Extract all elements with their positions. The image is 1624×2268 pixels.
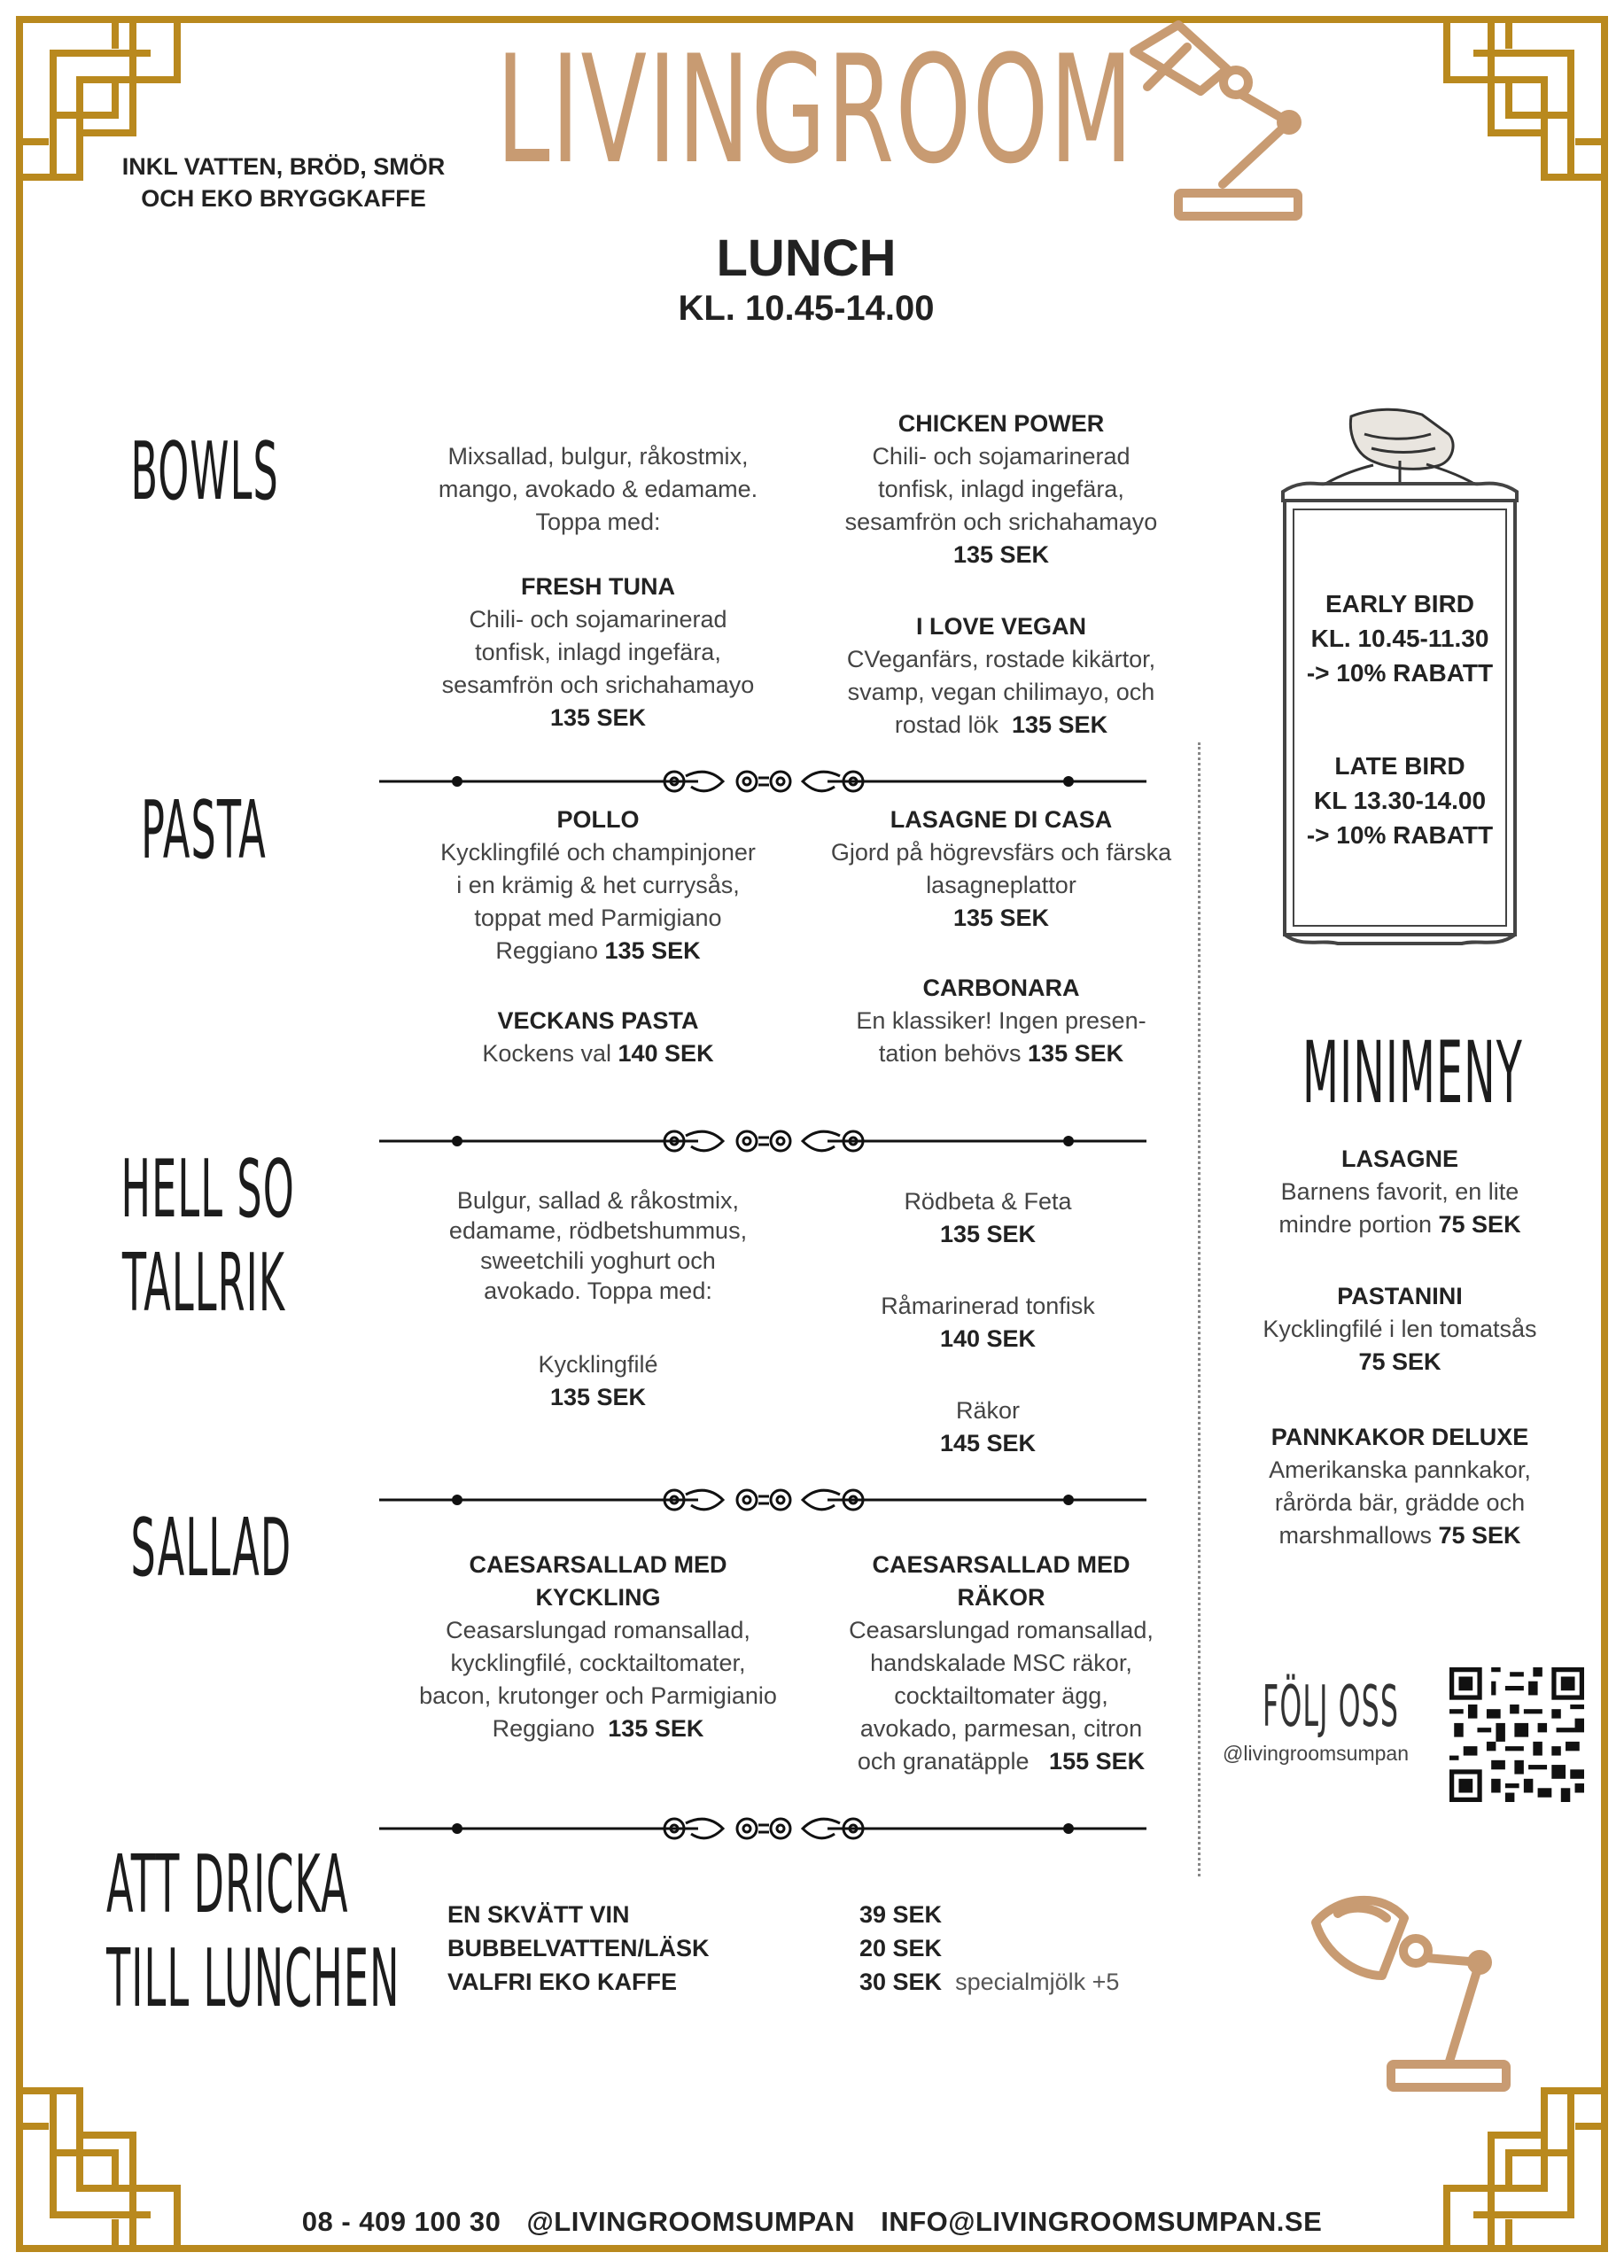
- brand-logo: LIVINGROOM: [496, 23, 1135, 197]
- follow-us: FÖLJ OSS @livingroomsumpan: [1223, 1674, 1409, 1765]
- ornament-divider: [379, 1811, 1146, 1846]
- mini-item-pannkakor-deluxe: PANNKAKOR DELUXE Amerikanska pannkakor, rårörda bär, grädde och marshmallows 75 SEK: [1269, 1424, 1531, 1549]
- desk-lamp-icon: [1116, 16, 1320, 229]
- hell-option-kyckling: Kycklingfilé 135 SEK: [538, 1351, 658, 1410]
- menu-item-caesar-rakor: CAESARSALLAD MED RÄKOR Ceasarslungad romansallad, handskalade MSC räkor, cocktailtomater ägg, avokado, parmesan, citron och granatäpple 155 SEK: [849, 1551, 1154, 1775]
- section-title-hell-so-tallrik: HELL SO TALLRIK: [120, 1143, 295, 1331]
- menu-item-veckans-pasta: VECKANS PASTA Kockens val 140 SEK: [482, 1007, 714, 1067]
- menu-item-chicken-power: CHICKEN POWER Chili- och sojamarinerad tonfisk, inlagd ingefära, sesamfrön och srichahamayo 135 SEK: [844, 410, 1158, 568]
- ornament-divider: [379, 1482, 1146, 1518]
- hell-option-rodbeta: Rödbeta & Feta 135 SEK: [904, 1188, 1072, 1247]
- ornament-divider: [379, 764, 1146, 799]
- desk-lamp-icon: [1302, 1887, 1515, 2100]
- drinks-names: EN SKVÄTT VIN BUBBELVATTEN/LÄSK VALFRI EKO KAFFE: [447, 1901, 710, 1995]
- menu-item-caesar-kyckling: CAESARSALLAD MED KYCKLING Ceasarslungad romansallad, kycklingfilé, cocktailtomater, bacon, krutonger och Parmigianio Reggiano 135 SEK: [419, 1551, 777, 1742]
- mini-item-pastanini: PASTANINI Kycklingfilé i len tomatsås 75 SEK: [1263, 1283, 1537, 1375]
- menu-item-i-love-vegan: I LOVE VEGAN CVeganfärs, rostade kikärtor, svamp, vegan chilimayo, och rostad lök 135 SEK: [846, 613, 1156, 738]
- footer-email[interactable]: INFO@LIVINGROOMSUMPAN.SE: [881, 2206, 1323, 2237]
- mini-item-lasagne: LASAGNE Barnens favorit, en lite mindre portion 75 SEK: [1278, 1146, 1521, 1238]
- footer-instagram[interactable]: @LIVINGROOMSUMPAN: [526, 2206, 856, 2237]
- footer-contact: [0, 2206, 1624, 2238]
- social-handle[interactable]: @livingroomsumpan: [1223, 1742, 1409, 1765]
- included-note: INKL VATTEN, BRÖD, SMÖR OCH EKO BRYGGKAFFE: [121, 153, 446, 213]
- section-title-sallad: SALLAD: [130, 1502, 292, 1595]
- menu-item-carbonara: CARBONARA En klassiker! Ingen presen- tation behövs 135 SEK: [856, 975, 1146, 1067]
- bowls-intro: Mixsallad, bulgur, råkostmix, mango, avokado & edamame. Toppa med:: [438, 443, 758, 535]
- column-divider: [1198, 742, 1201, 1876]
- promo-early-bird: EARLY BIRD KL. 10.45-11.30 -> 10% RABATT: [1306, 590, 1494, 687]
- page-title: LUNCH: [716, 229, 897, 287]
- hell-intro: Bulgur, sallad & råkostmix, edamame, rödbetshummus, sweetchili yoghurt och avokado. Toppa med:: [448, 1187, 748, 1304]
- menu-item-fresh-tuna: FRESH TUNA Chili- och sojamarinerad tonfisk, inlagd ingefära, sesamfrön och srichahamayo 135 SEK: [441, 573, 755, 731]
- menu-item-pollo: POLLO Kycklingfilé och champinjoner i en krämig & het currysås, toppat med Parmigiano Reggiano 135 SEK: [440, 806, 756, 964]
- qr-code-icon[interactable]: [1449, 1667, 1584, 1802]
- section-title-minimeny: MINIMENY: [1302, 1023, 1523, 1122]
- hell-option-rakor: Räkor 145 SEK: [939, 1397, 1037, 1456]
- footer-phone[interactable]: 08 - 409 100 30: [301, 2206, 501, 2237]
- opening-hours: KL. 10.45-14.00: [678, 289, 935, 328]
- drinks-prices: 39 SEK 20 SEK 30 SEK specialmjölk +5: [859, 1901, 1120, 1995]
- section-title-pasta: PASTA: [141, 784, 267, 877]
- section-title-att-dricka: ATT DRICKA TILL LUNCHEN: [106, 1838, 400, 2026]
- promo-late-bird: LATE BIRD KL 13.30-14.00 -> 10% RABATT: [1306, 752, 1494, 849]
- ornament-divider: [379, 1123, 1146, 1159]
- menu-item-lasagne-di-casa: LASAGNE DI CASA Gjord på högrevsfärs och färska lasagneplattor 135 SEK: [830, 806, 1172, 931]
- hell-option-tonfisk: Råmarinerad tonfisk 140 SEK: [881, 1293, 1095, 1352]
- section-title-bowls: BOWLS: [130, 425, 279, 518]
